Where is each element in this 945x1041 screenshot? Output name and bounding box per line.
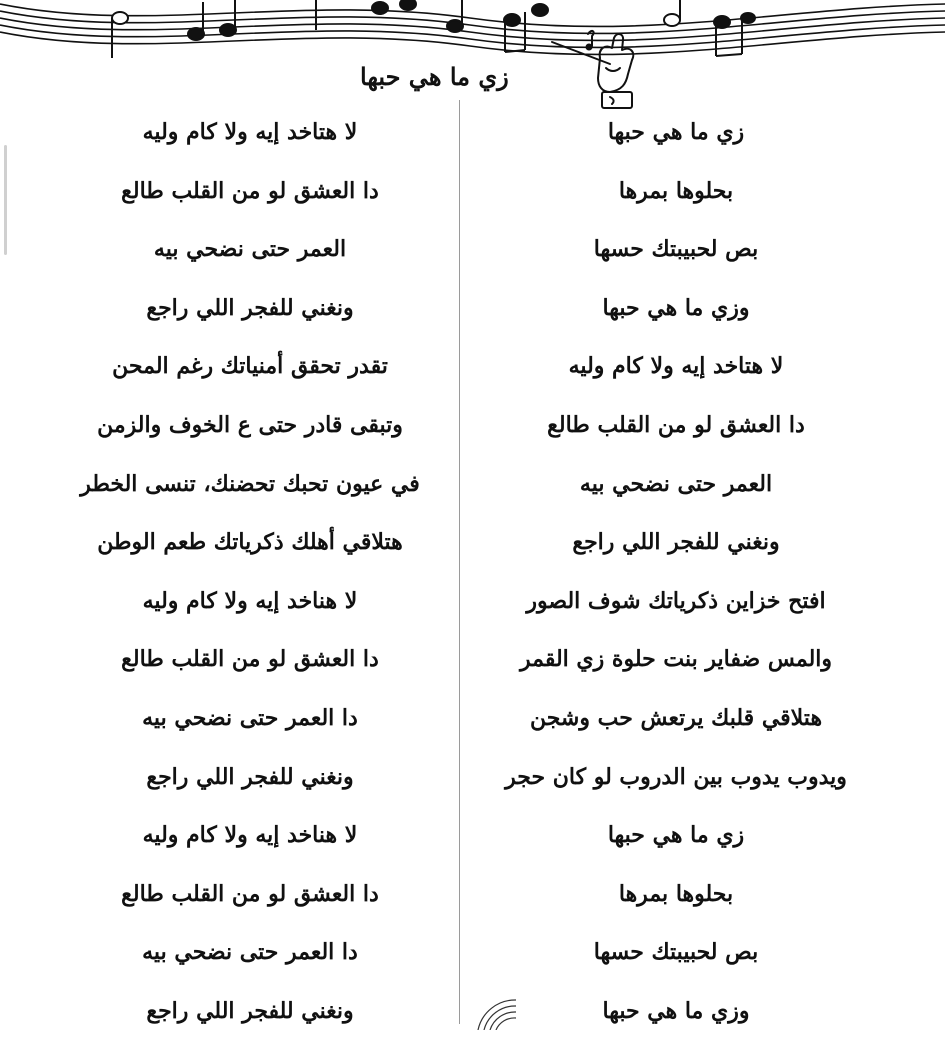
lyric-line: دا العمر حتى نضحي بيه	[142, 939, 358, 966]
lyric-line: بص لحبيبتك حسها	[593, 236, 759, 263]
lyric-line: زي ما هي حبها	[607, 822, 745, 849]
lyric-line: دا العشق لو من القلب طالع	[121, 646, 379, 673]
lyric-line: لا هناخد إيه ولا كام وليه	[142, 822, 358, 849]
lyric-line: دا العشق لو من القلب طالع	[547, 411, 805, 438]
lyric-line: وزي ما هي حبها	[602, 294, 750, 321]
lyric-line: هتلاقي قلبك يرتعش حب وشجن	[529, 704, 823, 731]
lyrics-column-left	[40, 103, 460, 1041]
scrollbar-indicator	[4, 145, 7, 255]
lyric-line: ونغني للفجر اللي راجع	[146, 763, 354, 790]
conductor-hand-icon	[548, 28, 643, 113]
lyric-line: ونغني للفجر اللي راجع	[146, 294, 354, 321]
lyric-line: العمر حتى نضحي بيه	[153, 236, 347, 263]
lyric-line: وزي ما هي حبها	[602, 997, 750, 1024]
lyric-line: تقدر تحقق أمنياتك رغم المحن	[112, 353, 388, 380]
lyric-line: ويدوب يدوب بين الدروب لو كان حجر	[505, 763, 847, 790]
lyric-line: والمس ضفاير بنت حلوة زي القمر	[519, 646, 833, 673]
page-title: زي ما هي حبها	[360, 62, 509, 91]
lyric-line: العمر حتى نضحي بيه	[579, 470, 773, 497]
lyric-line: بحلوها بمرها	[618, 177, 734, 204]
lyric-line: دا العشق لو من القلب طالع	[121, 177, 379, 204]
lyric-line: بص لحبيبتك حسها	[593, 939, 759, 966]
lyric-line: لا هتاخد إيه ولا كام وليه	[568, 353, 784, 380]
lyric-line: ونغني للفجر اللي راجع	[572, 529, 780, 556]
lyric-line: دا العمر حتى نضحي بيه	[142, 704, 358, 731]
lyrics-column-right	[466, 103, 886, 1041]
lyric-line: زي ما هي حبها	[607, 119, 745, 145]
lyric-line: دا العشق لو من القلب طالع	[121, 880, 379, 907]
lyric-line: وتبقى قادر حتى ع الخوف والزمن	[97, 411, 403, 438]
lyric-line: بحلوها بمرها	[618, 880, 734, 907]
lyric-line: في عيون تحبك تحضنك، تنسى الخطر	[80, 470, 420, 497]
lyric-line: ونغني للفجر اللي راجع	[146, 997, 354, 1024]
lyric-line: لا هتاخد إيه ولا كام وليه	[142, 119, 358, 145]
lyric-line: افتح خزاين ذكرياتك شوف الصور	[526, 587, 826, 614]
lyric-line: هتلاقي أهلك ذكرياتك طعم الوطن	[97, 529, 403, 556]
vinyl-record-icon	[470, 990, 530, 1030]
lyric-line: لا هناخد إيه ولا كام وليه	[142, 587, 358, 614]
